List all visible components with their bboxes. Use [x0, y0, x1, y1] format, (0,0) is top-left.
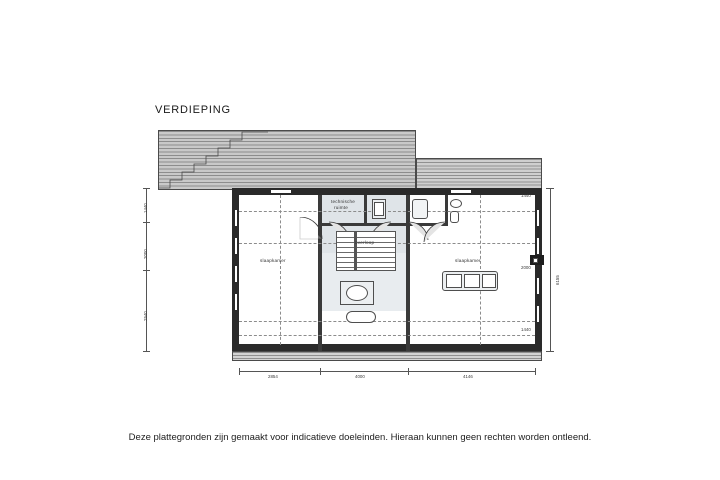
- window: [450, 189, 472, 194]
- dimension-label-right-seg-3: 1440: [521, 327, 531, 332]
- partition-right-vertical: [406, 195, 410, 351]
- bed-pillow: [464, 274, 480, 288]
- shower-icon: [412, 199, 428, 219]
- floorplan-drawing: [143, 125, 560, 379]
- dimension-line-right: [550, 188, 551, 351]
- dimension-label-bottom-3: 4146: [463, 374, 473, 379]
- dimension-tick: [408, 368, 409, 375]
- room-label-technical-2: ruimte: [334, 205, 348, 210]
- roof-band-right: [416, 158, 542, 190]
- stair-railing: [354, 231, 357, 271]
- dimension-label-right-seg-1: 1440: [521, 193, 531, 198]
- dimension-label-right-seg-2: 2000: [521, 265, 531, 270]
- bed-pillow: [446, 274, 462, 288]
- window: [234, 209, 238, 227]
- dimension-label-left-1: 1440: [143, 203, 148, 213]
- sink-icon: [450, 199, 462, 208]
- wall-bottom: [232, 344, 542, 351]
- guide-line: [239, 321, 535, 322]
- partition-tech-divider: [364, 195, 367, 225]
- room-label-technical-1: technische: [331, 199, 355, 204]
- dimension-label-bottom-1: 2854: [268, 374, 278, 379]
- window: [536, 237, 540, 255]
- guide-line: [480, 195, 481, 345]
- disclaimer-text: Deze plattegronden zijn gemaakt voor indicatieve doeleinden. Hieraan kunnen geen rechten worden ontleend.: [128, 432, 592, 443]
- dimension-tick: [546, 351, 554, 352]
- dimension-label-bottom-2: 4000: [355, 374, 365, 379]
- wall-fixture-inner: [533, 258, 538, 263]
- page-title: VERDIEPING: [155, 104, 231, 116]
- room-label-bedroom-left: slaapkamer: [260, 258, 286, 263]
- guide-line: [280, 195, 281, 345]
- dimension-tick: [320, 368, 321, 375]
- guide-line: [239, 211, 535, 212]
- dimension-label-right-total: 6155: [555, 275, 560, 285]
- dimension-tick: [143, 188, 150, 189]
- window: [536, 209, 540, 227]
- window: [234, 293, 238, 311]
- dimension-tick: [143, 351, 150, 352]
- window: [536, 277, 540, 295]
- dimension-tick: [143, 222, 150, 223]
- dimension-tick: [546, 188, 554, 189]
- dimension-line-bottom: [239, 371, 535, 372]
- window: [270, 189, 292, 194]
- room-label-landing: overloop: [355, 240, 375, 245]
- dimension-tick: [239, 368, 240, 375]
- landing-rug: [346, 311, 376, 323]
- room-label-bedroom-right: slaapkamer: [455, 258, 481, 263]
- door-swing-bedroom-left: [298, 217, 324, 241]
- dimension-label-left-3: 2540: [143, 311, 148, 321]
- bed-pillow: [482, 274, 496, 288]
- toilet-icon: [450, 211, 459, 223]
- roof-step-overlay-icon: [158, 130, 268, 190]
- window: [234, 237, 238, 255]
- door-swing-bedroom-right: [422, 221, 446, 243]
- deck-strip-bottom: [232, 351, 542, 361]
- guide-line: [239, 335, 535, 336]
- staircase: [336, 231, 396, 271]
- dimension-tick: [143, 270, 150, 271]
- window: [234, 265, 238, 283]
- technical-unit-inner: [374, 202, 384, 216]
- window: [536, 305, 540, 323]
- landing-furniture-detail: [346, 285, 368, 301]
- dimension-tick: [535, 368, 536, 375]
- dimension-label-left-2: 2000: [143, 249, 148, 259]
